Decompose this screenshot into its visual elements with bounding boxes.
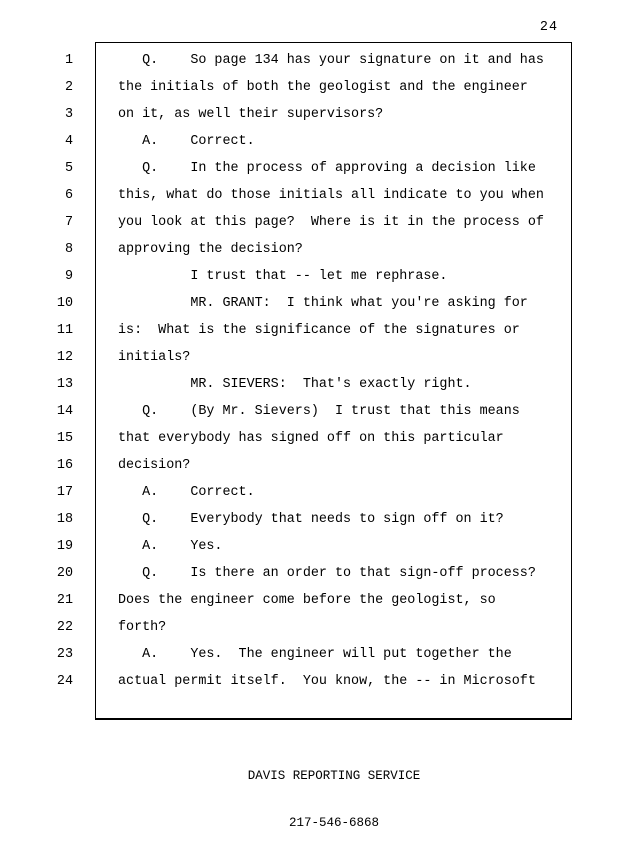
reporter-footer [95,738,573,847]
transcript-line [0,47,618,74]
transcript-line [0,506,618,533]
transcript-line [0,263,618,290]
transcript-line [0,371,618,398]
transcript-line [0,209,618,236]
line-number: 9 [64,269,73,284]
line-text: Does the engineer come before the geologist, so [118,593,496,608]
line-number: 12 [56,350,73,365]
transcript-line [0,425,618,452]
line-number: 6 [64,188,73,203]
page-number: 24 [539,20,558,35]
line-text: actual permit itself. You know, the -- in Microsoft [118,674,536,689]
line-text: A. Correct. [118,485,255,500]
line-number: 7 [64,215,73,230]
transcript-line [0,587,618,614]
transcript-line [0,452,618,479]
line-number: 3 [64,107,73,122]
transcript-line [0,344,618,371]
transcript-line [0,236,618,263]
line-text: initials? [118,350,191,365]
line-number: 18 [56,512,73,527]
line-text: this, what do those initials all indicate to you when [118,188,544,203]
reporter-name: DAVIS REPORTING SERVICE [247,769,421,783]
line-number: 4 [64,134,73,149]
line-number: 8 [64,242,73,257]
line-text: Q. Is there an order to that sign-off process? [118,566,536,581]
line-number: 13 [56,377,73,392]
transcript-line [0,182,618,209]
line-number: 20 [56,566,73,581]
line-text: Q. (By Mr. Sievers) I trust that this means [118,404,520,419]
line-text: A. Yes. [118,539,223,554]
line-number: 19 [56,539,73,554]
line-number: 16 [56,458,73,473]
line-number: 24 [56,674,73,689]
transcript-line [0,398,618,425]
transcript-line [0,128,618,155]
line-text: that everybody has signed off on this particular [118,431,504,446]
line-number: 17 [56,485,73,500]
transcript-line [0,317,618,344]
line-text: A. Correct. [118,134,255,149]
transcript-line [0,668,618,695]
line-text: is: What is the significance of the signatures or [118,323,520,338]
line-text: you look at this page? Where is it in the process of [118,215,544,230]
line-text: I trust that -- let me rephrase. [118,269,448,284]
transcript-line [0,641,618,668]
line-number: 14 [56,404,73,419]
line-number: 2 [64,80,73,95]
transcript-line [0,560,618,587]
line-number: 5 [64,161,73,176]
line-number: 1 [64,53,73,68]
transcript-line [0,479,618,506]
transcript-line [0,101,618,128]
transcript-line [0,533,618,560]
line-text: approving the decision? [118,242,303,257]
line-text: Q. In the process of approving a decision like [118,161,536,176]
line-number: 15 [56,431,73,446]
line-text: MR. SIEVERS: That's exactly right. [118,377,472,392]
transcript-line [0,155,618,182]
reporter-phone: 217-546-6868 [288,815,379,830]
line-text: MR. GRANT: I think what you're asking for [118,296,528,311]
line-number: 21 [56,593,73,608]
line-text: on it, as well their supervisors? [118,107,384,122]
line-number: 22 [56,620,73,635]
line-number: 11 [56,323,73,338]
transcript-line [0,614,618,641]
line-text: the initials of both the geologist and the engineer [118,80,528,95]
line-text: forth? [118,620,167,635]
transcript-line [0,74,618,101]
line-text: decision? [118,458,191,473]
line-text: Q. Everybody that needs to sign off on it? [118,512,504,527]
transcript-line [0,290,618,317]
line-text: A. Yes. The engineer will put together the [118,647,512,662]
line-number: 10 [56,296,73,311]
line-number: 23 [56,647,73,662]
line-text: Q. So page 134 has your signature on it and has [118,53,544,68]
transcript-body [0,47,618,695]
